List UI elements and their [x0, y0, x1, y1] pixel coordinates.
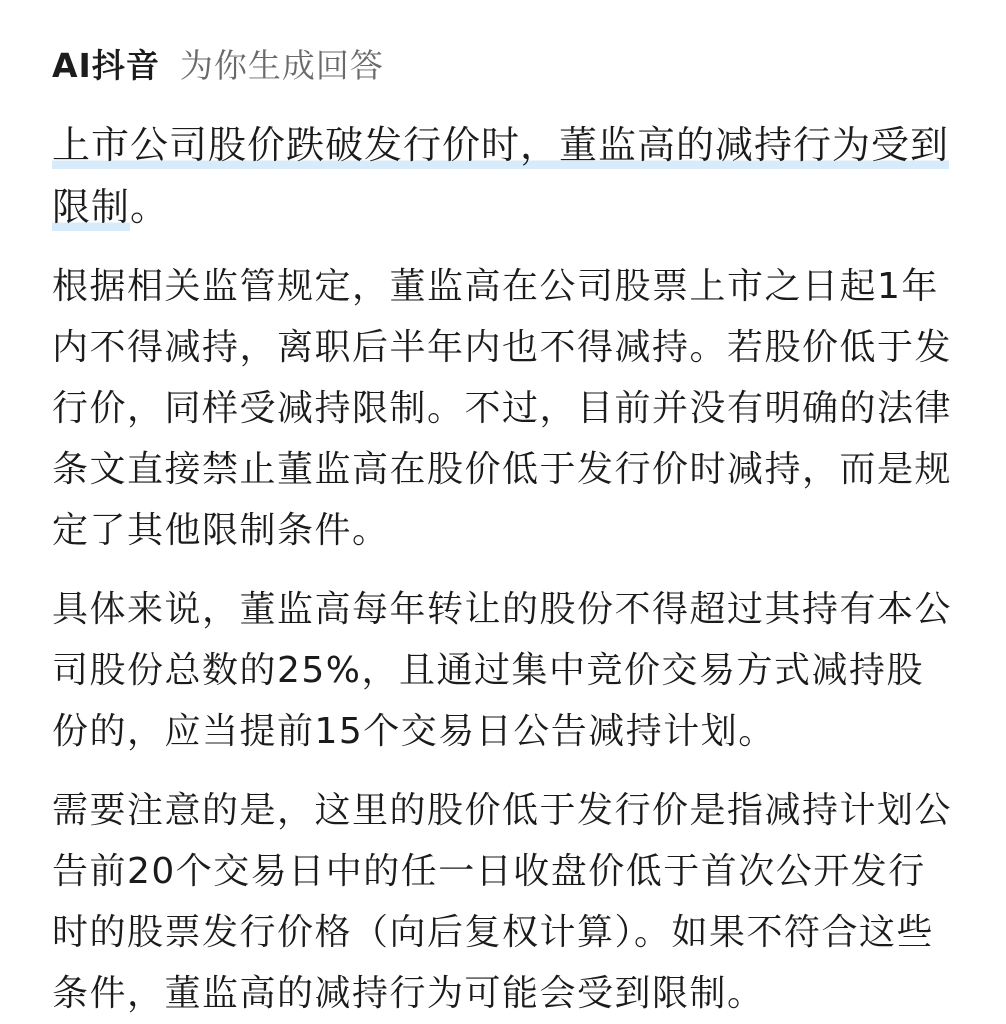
answer-paragraph-2: 具体来说，董监高每年转让的股份不得超过其持有本公司股份总数的25%，且通过集中竞价交易方式减持股份的，应当提前15个交易日公告减持计划。: [52, 589, 953, 752]
highlighted-summary-link[interactable]: 上市公司股价跌破发行价时，董监高的减持行为受到限制: [52, 123, 950, 229]
brand-label: AI抖音: [52, 46, 160, 85]
answer-header: [52, 40, 954, 90]
answer-paragraph-3: 需要注意的是，这里的股价低于发行价是指减持计划公告前20个交易日中的任一日收盘价低于首次公开发行时的股票发行价格（向后复权计算）。如果不符合这些条件，董监高的减持行为可能会受到限制。: [52, 790, 953, 1014]
lead-tail: 。: [130, 185, 170, 229]
answer-paragraph-1: 根据相关监管规定，董监高在公司股票上市之日起1年内不得减持，离职后半年内也不得减持。若股价低于发行价，同样受减持限制。不过，目前并没有明确的法律条文直接禁止董监高在股价低于发行价时减持，而是规定了其他限制条件。: [52, 266, 953, 551]
answer-lead: [52, 114, 954, 238]
answer-subtitle: 为你生成回答: [179, 46, 384, 85]
